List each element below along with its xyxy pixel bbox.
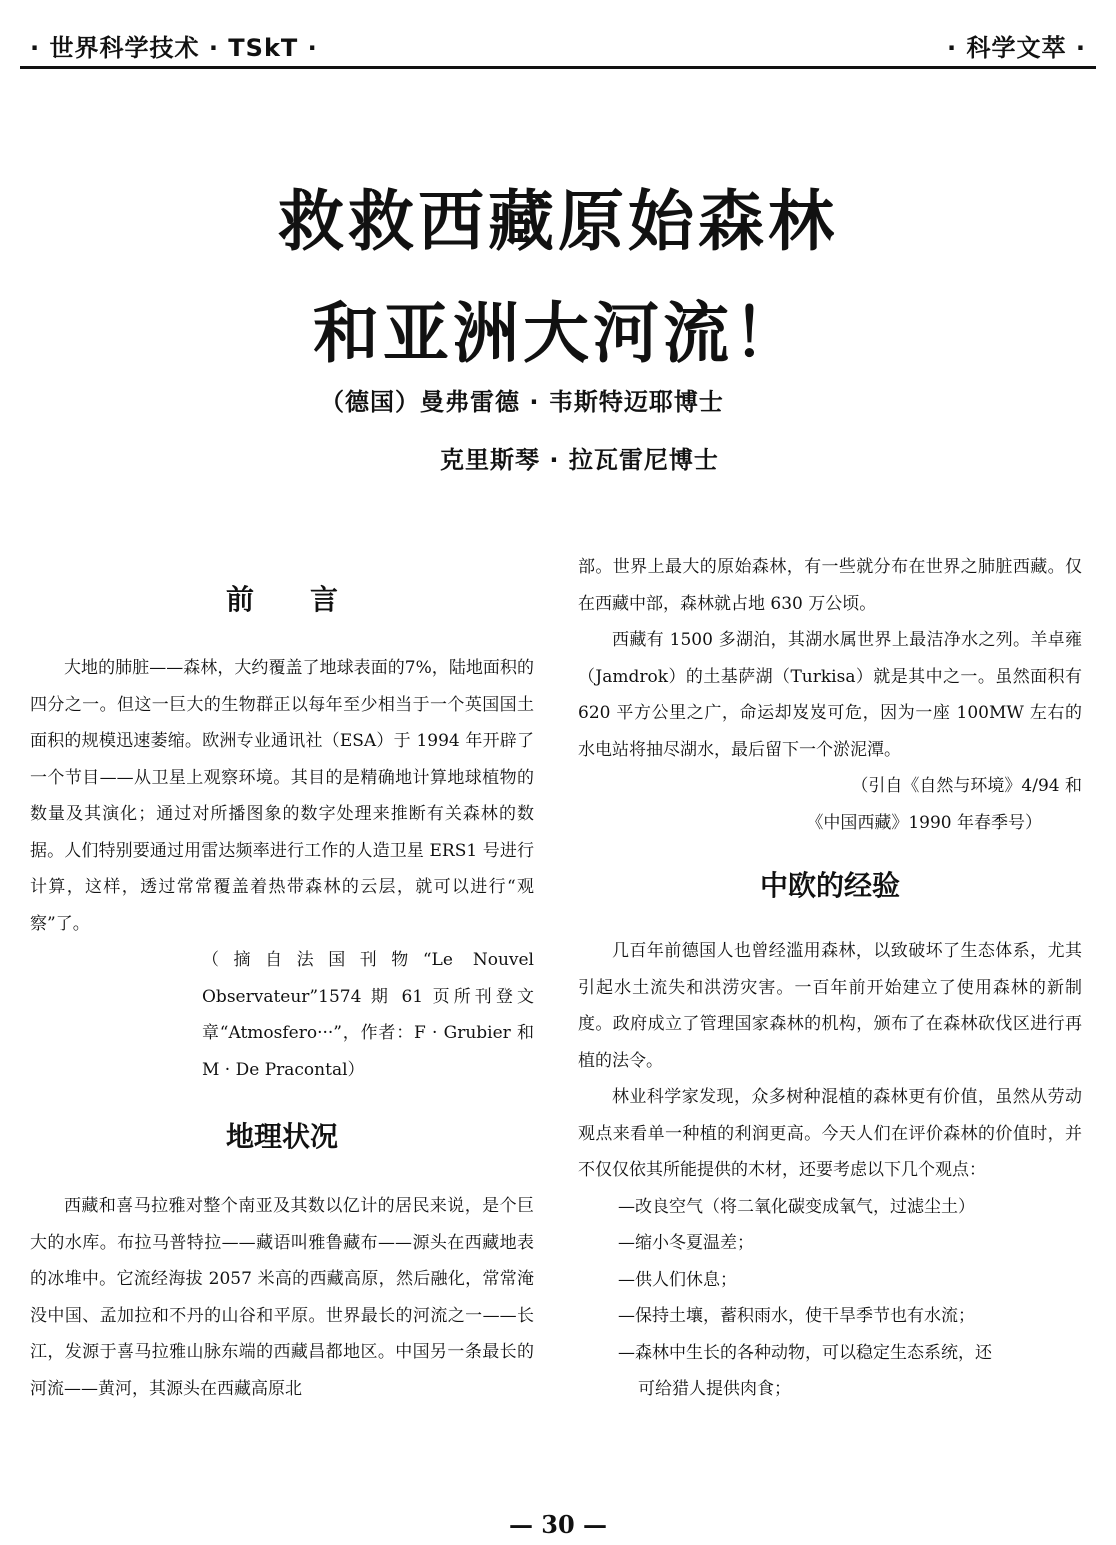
forest-value-list: [578, 1189, 1082, 1408]
europe-paragraph-2: 林业科学家发现，众多树种混植的森林更有价值，虽然从劳动观点来看单一种植的利润更高。今天人们在评价森林的价值时，并不仅仅依其所能提供的木材，还要考虑以下几个观点：: [578, 1087, 1082, 1180]
lakes-paragraph: 西藏有 1500 多湖泊，其湖水属世界上最洁净水之列。羊卓雍（Jamdrok）的土基萨湖（Turkisa）就是其中之一。虽然面积有 620 平方公里之广，命运却岌岌可危，因为一座 100MW 左右的水电站将抽尽湖水，最后留下一个淤泥潭。: [578, 630, 1082, 760]
left-column: [30, 558, 534, 1407]
list-item: —保持土壤，蓄积雨水，使干旱季节也有水流；: [618, 1306, 975, 1326]
geography-heading: 地理状况: [225, 1120, 338, 1153]
author-line2: 克里斯琴 · 拉瓦雷尼博士: [440, 446, 719, 474]
list-item: —改良空气（将二氧化碳变成氧气，过滤尘土）: [618, 1196, 975, 1217]
right-column: [578, 549, 1082, 1408]
europe-heading: 中欧的经验: [759, 869, 900, 902]
header-rule: [20, 66, 1096, 69]
preface-heading: 前 言: [225, 583, 338, 616]
geography-continued: 部。世界上最大的原始森林，有一些就分布在世界之肺脏西藏。仅在西藏中部，森林就占地 630 万公顷。: [578, 557, 1082, 614]
running-header: [30, 28, 1086, 64]
preface-citation: （摘自法国刊物“Le Nouvel Observateur”1574 期 61 页所刊登文章“Atmosfero···”，作者：F · Grubier 和 M · De Pracontal）: [202, 950, 534, 1080]
preface-paragraph: 大地的肺脏——森林，大约覆盖了地球表面的7%，陆地面积的四分之一。但这一巨大的生物群正以每年至少相当于一个英国国土面积的规模迅速萎缩。欧洲专业通讯社（ESA）于 1994 年开辟了一个节目——从卫星上观察环境。其目的是精确地计算地球植物的数量及其演化；通过对所播图象的数字处理来推断有关森林的数据。人们特别要通过用雷达频率进行工作的人造卫星 ERS1 号进行计算，这样，透过常常覆盖着热带森林的云层，就可以进行“观察”了。: [30, 658, 534, 934]
list-item: —供人们休息；: [618, 1269, 737, 1290]
list-item-continuation: 可给猎人提供肉食；: [638, 1379, 791, 1399]
article-title-line1: 救救西藏原始森林: [278, 183, 838, 260]
article-title-line2: 和亚洲大河流！: [313, 295, 803, 372]
journal-name: · 世界科学技术 · TSkT ·: [30, 34, 318, 62]
page-number: — 30 —: [508, 1510, 608, 1539]
list-item: —森林中生长的各种动物，可以稳定生态系统，还: [618, 1342, 992, 1363]
list-item: —缩小冬夏温差；: [618, 1233, 754, 1253]
author-line1: （德国）曼弗雷德 · 韦斯特迈耶博士: [320, 388, 724, 416]
europe-paragraph-1: 几百年前德国人也曾经滥用森林，以致破坏了生态体系，尤其引起水土流失和洪涝灾害。一百年前开始建立了使用森林的新制度。政府成立了管理国家森林的机构，颁布了在森林砍伐区进行再植的法令。: [578, 941, 1082, 1071]
section-name: · 科学文萃 ·: [947, 34, 1086, 62]
lakes-citation-line1: （引自《自然与环境》4/94 和: [851, 776, 1082, 796]
geography-paragraph: 西藏和喜马拉雅对整个南亚及其数以亿计的居民来说，是个巨大的水库。布拉马普特拉——藏语叫雅鲁藏布——源头在西藏地表的冰堆中。它流经海拔 2057 米高的西藏高原，然后融化，常常淹没中国、孟加拉和不丹的山谷和平原。世界最长的河流之一——长江，发源于喜马拉雅山脉东端的西藏昌都地区。中国另一条最长的河流——黄河，其源头在西藏高原北: [30, 1196, 534, 1399]
lakes-citation-line2: 《中国西藏》1990 年春季号）: [806, 812, 1042, 833]
